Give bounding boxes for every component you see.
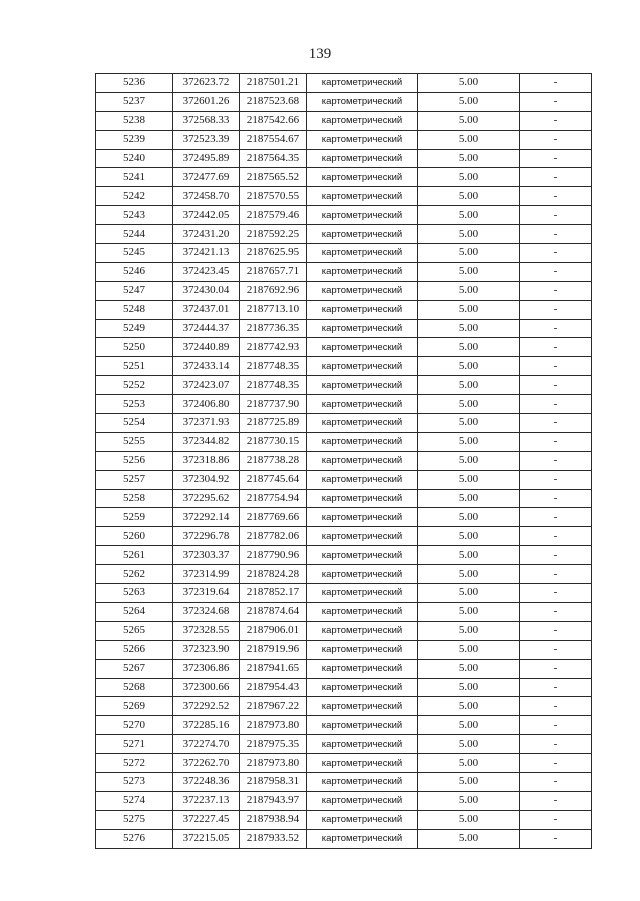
point-number-cell: 5251 <box>96 357 173 376</box>
y-coordinate-cell: 2187938.94 <box>240 810 307 829</box>
description-cell: - <box>520 262 592 281</box>
table-row <box>96 432 592 451</box>
accuracy-cell: 5.00 <box>418 678 520 697</box>
x-coordinate-cell: 372523.39 <box>173 130 240 149</box>
table-row <box>96 697 592 716</box>
description-cell: - <box>520 357 592 376</box>
table-row <box>96 602 592 621</box>
point-number-cell: 5239 <box>96 130 173 149</box>
y-coordinate-cell: 2187501.21 <box>240 74 307 93</box>
point-number-cell: 5272 <box>96 754 173 773</box>
x-coordinate-cell: 372227.45 <box>173 810 240 829</box>
point-number-cell: 5273 <box>96 772 173 791</box>
method-cell: картометрический <box>307 470 418 489</box>
x-coordinate-cell: 372248.36 <box>173 772 240 791</box>
point-number-cell: 5248 <box>96 300 173 319</box>
accuracy-cell: 5.00 <box>418 659 520 678</box>
y-coordinate-cell: 2187579.46 <box>240 206 307 225</box>
point-number-cell: 5242 <box>96 187 173 206</box>
x-coordinate-cell: 372406.80 <box>173 395 240 414</box>
y-coordinate-cell: 2187943.97 <box>240 791 307 810</box>
point-number-cell: 5247 <box>96 281 173 300</box>
accuracy-cell: 5.00 <box>418 168 520 187</box>
y-coordinate-cell: 2187919.96 <box>240 640 307 659</box>
method-cell: картометрический <box>307 451 418 470</box>
accuracy-cell: 5.00 <box>418 546 520 565</box>
y-coordinate-cell: 2187748.35 <box>240 376 307 395</box>
method-cell: картометрический <box>307 130 418 149</box>
method-cell: картометрический <box>307 735 418 754</box>
description-cell: - <box>520 508 592 527</box>
accuracy-cell: 5.00 <box>418 791 520 810</box>
description-cell: - <box>520 338 592 357</box>
table-row <box>96 395 592 414</box>
method-cell: картометрический <box>307 508 418 527</box>
x-coordinate-cell: 372323.90 <box>173 640 240 659</box>
point-number-cell: 5241 <box>96 168 173 187</box>
method-cell: картометрический <box>307 319 418 338</box>
point-number-cell: 5269 <box>96 697 173 716</box>
x-coordinate-cell: 372300.66 <box>173 678 240 697</box>
y-coordinate-cell: 2187824.28 <box>240 565 307 584</box>
method-cell: картометрический <box>307 206 418 225</box>
point-number-cell: 5270 <box>96 716 173 735</box>
method-cell: картометрический <box>307 716 418 735</box>
point-number-cell: 5276 <box>96 829 173 848</box>
y-coordinate-cell: 2187874.64 <box>240 602 307 621</box>
x-coordinate-cell: 372431.20 <box>173 225 240 244</box>
accuracy-cell: 5.00 <box>418 206 520 225</box>
point-number-cell: 5274 <box>96 791 173 810</box>
method-cell: картометрический <box>307 546 418 565</box>
accuracy-cell: 5.00 <box>418 470 520 489</box>
description-cell: - <box>520 470 592 489</box>
x-coordinate-cell: 372371.93 <box>173 414 240 433</box>
accuracy-cell: 5.00 <box>418 810 520 829</box>
table-row <box>96 338 592 357</box>
method-cell: картометрический <box>307 621 418 640</box>
x-coordinate-cell: 372318.86 <box>173 451 240 470</box>
accuracy-cell: 5.00 <box>418 621 520 640</box>
table-row <box>96 111 592 130</box>
accuracy-cell: 5.00 <box>418 187 520 206</box>
y-coordinate-cell: 2187933.52 <box>240 829 307 848</box>
method-cell: картометрический <box>307 111 418 130</box>
x-coordinate-cell: 372444.37 <box>173 319 240 338</box>
method-cell: картометрический <box>307 659 418 678</box>
description-cell: - <box>520 300 592 319</box>
x-coordinate-cell: 372303.37 <box>173 546 240 565</box>
x-coordinate-cell: 372437.01 <box>173 300 240 319</box>
x-coordinate-cell: 372458.70 <box>173 187 240 206</box>
accuracy-cell: 5.00 <box>418 414 520 433</box>
accuracy-cell: 5.00 <box>418 772 520 791</box>
table-row <box>96 470 592 489</box>
y-coordinate-cell: 2187554.67 <box>240 130 307 149</box>
x-coordinate-cell: 372237.13 <box>173 791 240 810</box>
x-coordinate-cell: 372430.04 <box>173 281 240 300</box>
table-row <box>96 262 592 281</box>
description-cell: - <box>520 130 592 149</box>
point-number-cell: 5262 <box>96 565 173 584</box>
method-cell: картометрический <box>307 829 418 848</box>
accuracy-cell: 5.00 <box>418 489 520 508</box>
point-number-cell: 5259 <box>96 508 173 527</box>
description-cell: - <box>520 527 592 546</box>
accuracy-cell: 5.00 <box>418 357 520 376</box>
method-cell: картометрический <box>307 527 418 546</box>
y-coordinate-cell: 2187954.43 <box>240 678 307 697</box>
x-coordinate-cell: 372304.92 <box>173 470 240 489</box>
method-cell: картометрический <box>307 395 418 414</box>
y-coordinate-cell: 2187790.96 <box>240 546 307 565</box>
x-coordinate-cell: 372601.26 <box>173 92 240 111</box>
accuracy-cell: 5.00 <box>418 130 520 149</box>
accuracy-cell: 5.00 <box>418 74 520 93</box>
table-row <box>96 376 592 395</box>
description-cell: - <box>520 659 592 678</box>
method-cell: картометрический <box>307 262 418 281</box>
accuracy-cell: 5.00 <box>418 735 520 754</box>
description-cell: - <box>520 451 592 470</box>
x-coordinate-cell: 372440.89 <box>173 338 240 357</box>
description-cell: - <box>520 602 592 621</box>
description-cell: - <box>520 716 592 735</box>
table-row <box>96 659 592 678</box>
x-coordinate-cell: 372324.68 <box>173 602 240 621</box>
page-number: 139 <box>308 46 332 62</box>
method-cell: картометрический <box>307 565 418 584</box>
method-cell: картометрический <box>307 584 418 603</box>
point-number-cell: 5271 <box>96 735 173 754</box>
point-number-cell: 5265 <box>96 621 173 640</box>
description-cell: - <box>520 149 592 168</box>
x-coordinate-cell: 372314.99 <box>173 565 240 584</box>
point-number-cell: 5249 <box>96 319 173 338</box>
point-number-cell: 5255 <box>96 432 173 451</box>
point-number-cell: 5264 <box>96 602 173 621</box>
description-cell: - <box>520 546 592 565</box>
point-number-cell: 5238 <box>96 111 173 130</box>
x-coordinate-cell: 372296.78 <box>173 527 240 546</box>
method-cell: картометрический <box>307 187 418 206</box>
y-coordinate-cell: 2187565.52 <box>240 168 307 187</box>
accuracy-cell: 5.00 <box>418 244 520 263</box>
x-coordinate-cell: 372421.13 <box>173 244 240 263</box>
description-cell: - <box>520 772 592 791</box>
x-coordinate-cell: 372495.89 <box>173 149 240 168</box>
x-coordinate-cell: 372442.05 <box>173 206 240 225</box>
method-cell: картометрический <box>307 92 418 111</box>
table-row <box>96 281 592 300</box>
y-coordinate-cell: 2187967.22 <box>240 697 307 716</box>
y-coordinate-cell: 2187592.25 <box>240 225 307 244</box>
table-row <box>96 527 592 546</box>
coordinates-table <box>95 73 592 849</box>
table-row <box>96 168 592 187</box>
y-coordinate-cell: 2187736.35 <box>240 319 307 338</box>
method-cell: картометрический <box>307 281 418 300</box>
y-coordinate-cell: 2187941.65 <box>240 659 307 678</box>
table-row <box>96 414 592 433</box>
y-coordinate-cell: 2187742.93 <box>240 338 307 357</box>
table-row <box>96 772 592 791</box>
description-cell: - <box>520 395 592 414</box>
accuracy-cell: 5.00 <box>418 149 520 168</box>
table-row <box>96 149 592 168</box>
x-coordinate-cell: 372292.14 <box>173 508 240 527</box>
x-coordinate-cell: 372292.52 <box>173 697 240 716</box>
y-coordinate-cell: 2187754.94 <box>240 489 307 508</box>
table-row <box>96 74 592 93</box>
table-row <box>96 451 592 470</box>
method-cell: картометрический <box>307 74 418 93</box>
table-row <box>96 640 592 659</box>
table-row <box>96 244 592 263</box>
point-number-cell: 5257 <box>96 470 173 489</box>
method-cell: картометрический <box>307 244 418 263</box>
y-coordinate-cell: 2187730.15 <box>240 432 307 451</box>
method-cell: картометрический <box>307 149 418 168</box>
point-number-cell: 5245 <box>96 244 173 263</box>
table-row <box>96 829 592 848</box>
accuracy-cell: 5.00 <box>418 111 520 130</box>
accuracy-cell: 5.00 <box>418 338 520 357</box>
accuracy-cell: 5.00 <box>418 451 520 470</box>
point-number-cell: 5237 <box>96 92 173 111</box>
description-cell: - <box>520 810 592 829</box>
y-coordinate-cell: 2187852.17 <box>240 584 307 603</box>
x-coordinate-cell: 372262.70 <box>173 754 240 773</box>
point-number-cell: 5246 <box>96 262 173 281</box>
y-coordinate-cell: 2187564.35 <box>240 149 307 168</box>
description-cell: - <box>520 791 592 810</box>
table-row <box>96 357 592 376</box>
point-number-cell: 5268 <box>96 678 173 697</box>
table-row <box>96 206 592 225</box>
description-cell: - <box>520 92 592 111</box>
accuracy-cell: 5.00 <box>418 432 520 451</box>
table-row <box>96 621 592 640</box>
point-number-cell: 5263 <box>96 584 173 603</box>
accuracy-cell: 5.00 <box>418 754 520 773</box>
method-cell: картометрический <box>307 168 418 187</box>
x-coordinate-cell: 372423.07 <box>173 376 240 395</box>
description-cell: - <box>520 168 592 187</box>
x-coordinate-cell: 372568.33 <box>173 111 240 130</box>
point-number-cell: 5258 <box>96 489 173 508</box>
x-coordinate-cell: 372328.55 <box>173 621 240 640</box>
table-row <box>96 225 592 244</box>
point-number-cell: 5256 <box>96 451 173 470</box>
description-cell: - <box>520 206 592 225</box>
point-number-cell: 5260 <box>96 527 173 546</box>
method-cell: картометрический <box>307 640 418 659</box>
y-coordinate-cell: 2187975.35 <box>240 735 307 754</box>
table-row <box>96 678 592 697</box>
table-row <box>96 300 592 319</box>
accuracy-cell: 5.00 <box>418 716 520 735</box>
point-number-cell: 5267 <box>96 659 173 678</box>
method-cell: картометрический <box>307 376 418 395</box>
accuracy-cell: 5.00 <box>418 300 520 319</box>
accuracy-cell: 5.00 <box>418 584 520 603</box>
method-cell: картометрический <box>307 754 418 773</box>
accuracy-cell: 5.00 <box>418 697 520 716</box>
accuracy-cell: 5.00 <box>418 640 520 659</box>
x-coordinate-cell: 372274.70 <box>173 735 240 754</box>
accuracy-cell: 5.00 <box>418 225 520 244</box>
description-cell: - <box>520 414 592 433</box>
accuracy-cell: 5.00 <box>418 281 520 300</box>
table-row <box>96 92 592 111</box>
accuracy-cell: 5.00 <box>418 376 520 395</box>
table-row <box>96 791 592 810</box>
table-row <box>96 565 592 584</box>
point-number-cell: 5253 <box>96 395 173 414</box>
description-cell: - <box>520 74 592 93</box>
x-coordinate-cell: 372344.82 <box>173 432 240 451</box>
table-row <box>96 130 592 149</box>
point-number-cell: 5275 <box>96 810 173 829</box>
x-coordinate-cell: 372285.16 <box>173 716 240 735</box>
description-cell: - <box>520 640 592 659</box>
description-cell: - <box>520 489 592 508</box>
y-coordinate-cell: 2187745.64 <box>240 470 307 489</box>
method-cell: картометрический <box>307 791 418 810</box>
x-coordinate-cell: 372423.45 <box>173 262 240 281</box>
description-cell: - <box>520 111 592 130</box>
description-cell: - <box>520 187 592 206</box>
description-cell: - <box>520 432 592 451</box>
x-coordinate-cell: 372295.62 <box>173 489 240 508</box>
method-cell: картометрический <box>307 357 418 376</box>
point-number-cell: 5250 <box>96 338 173 357</box>
accuracy-cell: 5.00 <box>418 527 520 546</box>
method-cell: картометрический <box>307 225 418 244</box>
point-number-cell: 5266 <box>96 640 173 659</box>
table-row <box>96 489 592 508</box>
accuracy-cell: 5.00 <box>418 262 520 281</box>
method-cell: картометрический <box>307 602 418 621</box>
method-cell: картометрический <box>307 810 418 829</box>
method-cell: картометрический <box>307 414 418 433</box>
method-cell: картометрический <box>307 432 418 451</box>
method-cell: картометрический <box>307 489 418 508</box>
description-cell: - <box>520 678 592 697</box>
accuracy-cell: 5.00 <box>418 565 520 584</box>
point-number-cell: 5254 <box>96 414 173 433</box>
accuracy-cell: 5.00 <box>418 395 520 414</box>
accuracy-cell: 5.00 <box>418 829 520 848</box>
table-row <box>96 319 592 338</box>
description-cell: - <box>520 376 592 395</box>
point-number-cell: 5261 <box>96 546 173 565</box>
description-cell: - <box>520 584 592 603</box>
point-number-cell: 5244 <box>96 225 173 244</box>
x-coordinate-cell: 372306.86 <box>173 659 240 678</box>
y-coordinate-cell: 2187692.96 <box>240 281 307 300</box>
description-cell: - <box>520 244 592 263</box>
y-coordinate-cell: 2187570.55 <box>240 187 307 206</box>
description-cell: - <box>520 735 592 754</box>
x-coordinate-cell: 372319.64 <box>173 584 240 603</box>
accuracy-cell: 5.00 <box>418 92 520 111</box>
table-row <box>96 546 592 565</box>
accuracy-cell: 5.00 <box>418 508 520 527</box>
description-cell: - <box>520 754 592 773</box>
method-cell: картометрический <box>307 772 418 791</box>
y-coordinate-cell: 2187523.68 <box>240 92 307 111</box>
description-cell: - <box>520 565 592 584</box>
x-coordinate-cell: 372433.14 <box>173 357 240 376</box>
point-number-cell: 5240 <box>96 149 173 168</box>
x-coordinate-cell: 372623.72 <box>173 74 240 93</box>
y-coordinate-cell: 2187657.71 <box>240 262 307 281</box>
description-cell: - <box>520 829 592 848</box>
table-row <box>96 735 592 754</box>
table-row <box>96 584 592 603</box>
method-cell: картометрический <box>307 338 418 357</box>
y-coordinate-cell: 2187738.28 <box>240 451 307 470</box>
coordinates-table-body <box>96 74 592 849</box>
table-row <box>96 508 592 527</box>
table-row <box>96 754 592 773</box>
y-coordinate-cell: 2187725.89 <box>240 414 307 433</box>
description-cell: - <box>520 319 592 338</box>
accuracy-cell: 5.00 <box>418 319 520 338</box>
table-row <box>96 716 592 735</box>
y-coordinate-cell: 2187713.10 <box>240 300 307 319</box>
table-row <box>96 810 592 829</box>
method-cell: картометрический <box>307 300 418 319</box>
point-number-cell: 5236 <box>96 74 173 93</box>
x-coordinate-cell: 372477.69 <box>173 168 240 187</box>
y-coordinate-cell: 2187748.35 <box>240 357 307 376</box>
y-coordinate-cell: 2187958.31 <box>240 772 307 791</box>
y-coordinate-cell: 2187973.80 <box>240 716 307 735</box>
y-coordinate-cell: 2187737.90 <box>240 395 307 414</box>
y-coordinate-cell: 2187973.80 <box>240 754 307 773</box>
point-number-cell: 5243 <box>96 206 173 225</box>
method-cell: картометрический <box>307 697 418 716</box>
method-cell: картометрический <box>307 678 418 697</box>
y-coordinate-cell: 2187769.66 <box>240 508 307 527</box>
y-coordinate-cell: 2187782.06 <box>240 527 307 546</box>
accuracy-cell: 5.00 <box>418 602 520 621</box>
y-coordinate-cell: 2187906.01 <box>240 621 307 640</box>
description-cell: - <box>520 621 592 640</box>
y-coordinate-cell: 2187542.66 <box>240 111 307 130</box>
point-number-cell: 5252 <box>96 376 173 395</box>
description-cell: - <box>520 225 592 244</box>
y-coordinate-cell: 2187625.95 <box>240 244 307 263</box>
table-row <box>96 187 592 206</box>
x-coordinate-cell: 372215.05 <box>173 829 240 848</box>
description-cell: - <box>520 697 592 716</box>
description-cell: - <box>520 281 592 300</box>
